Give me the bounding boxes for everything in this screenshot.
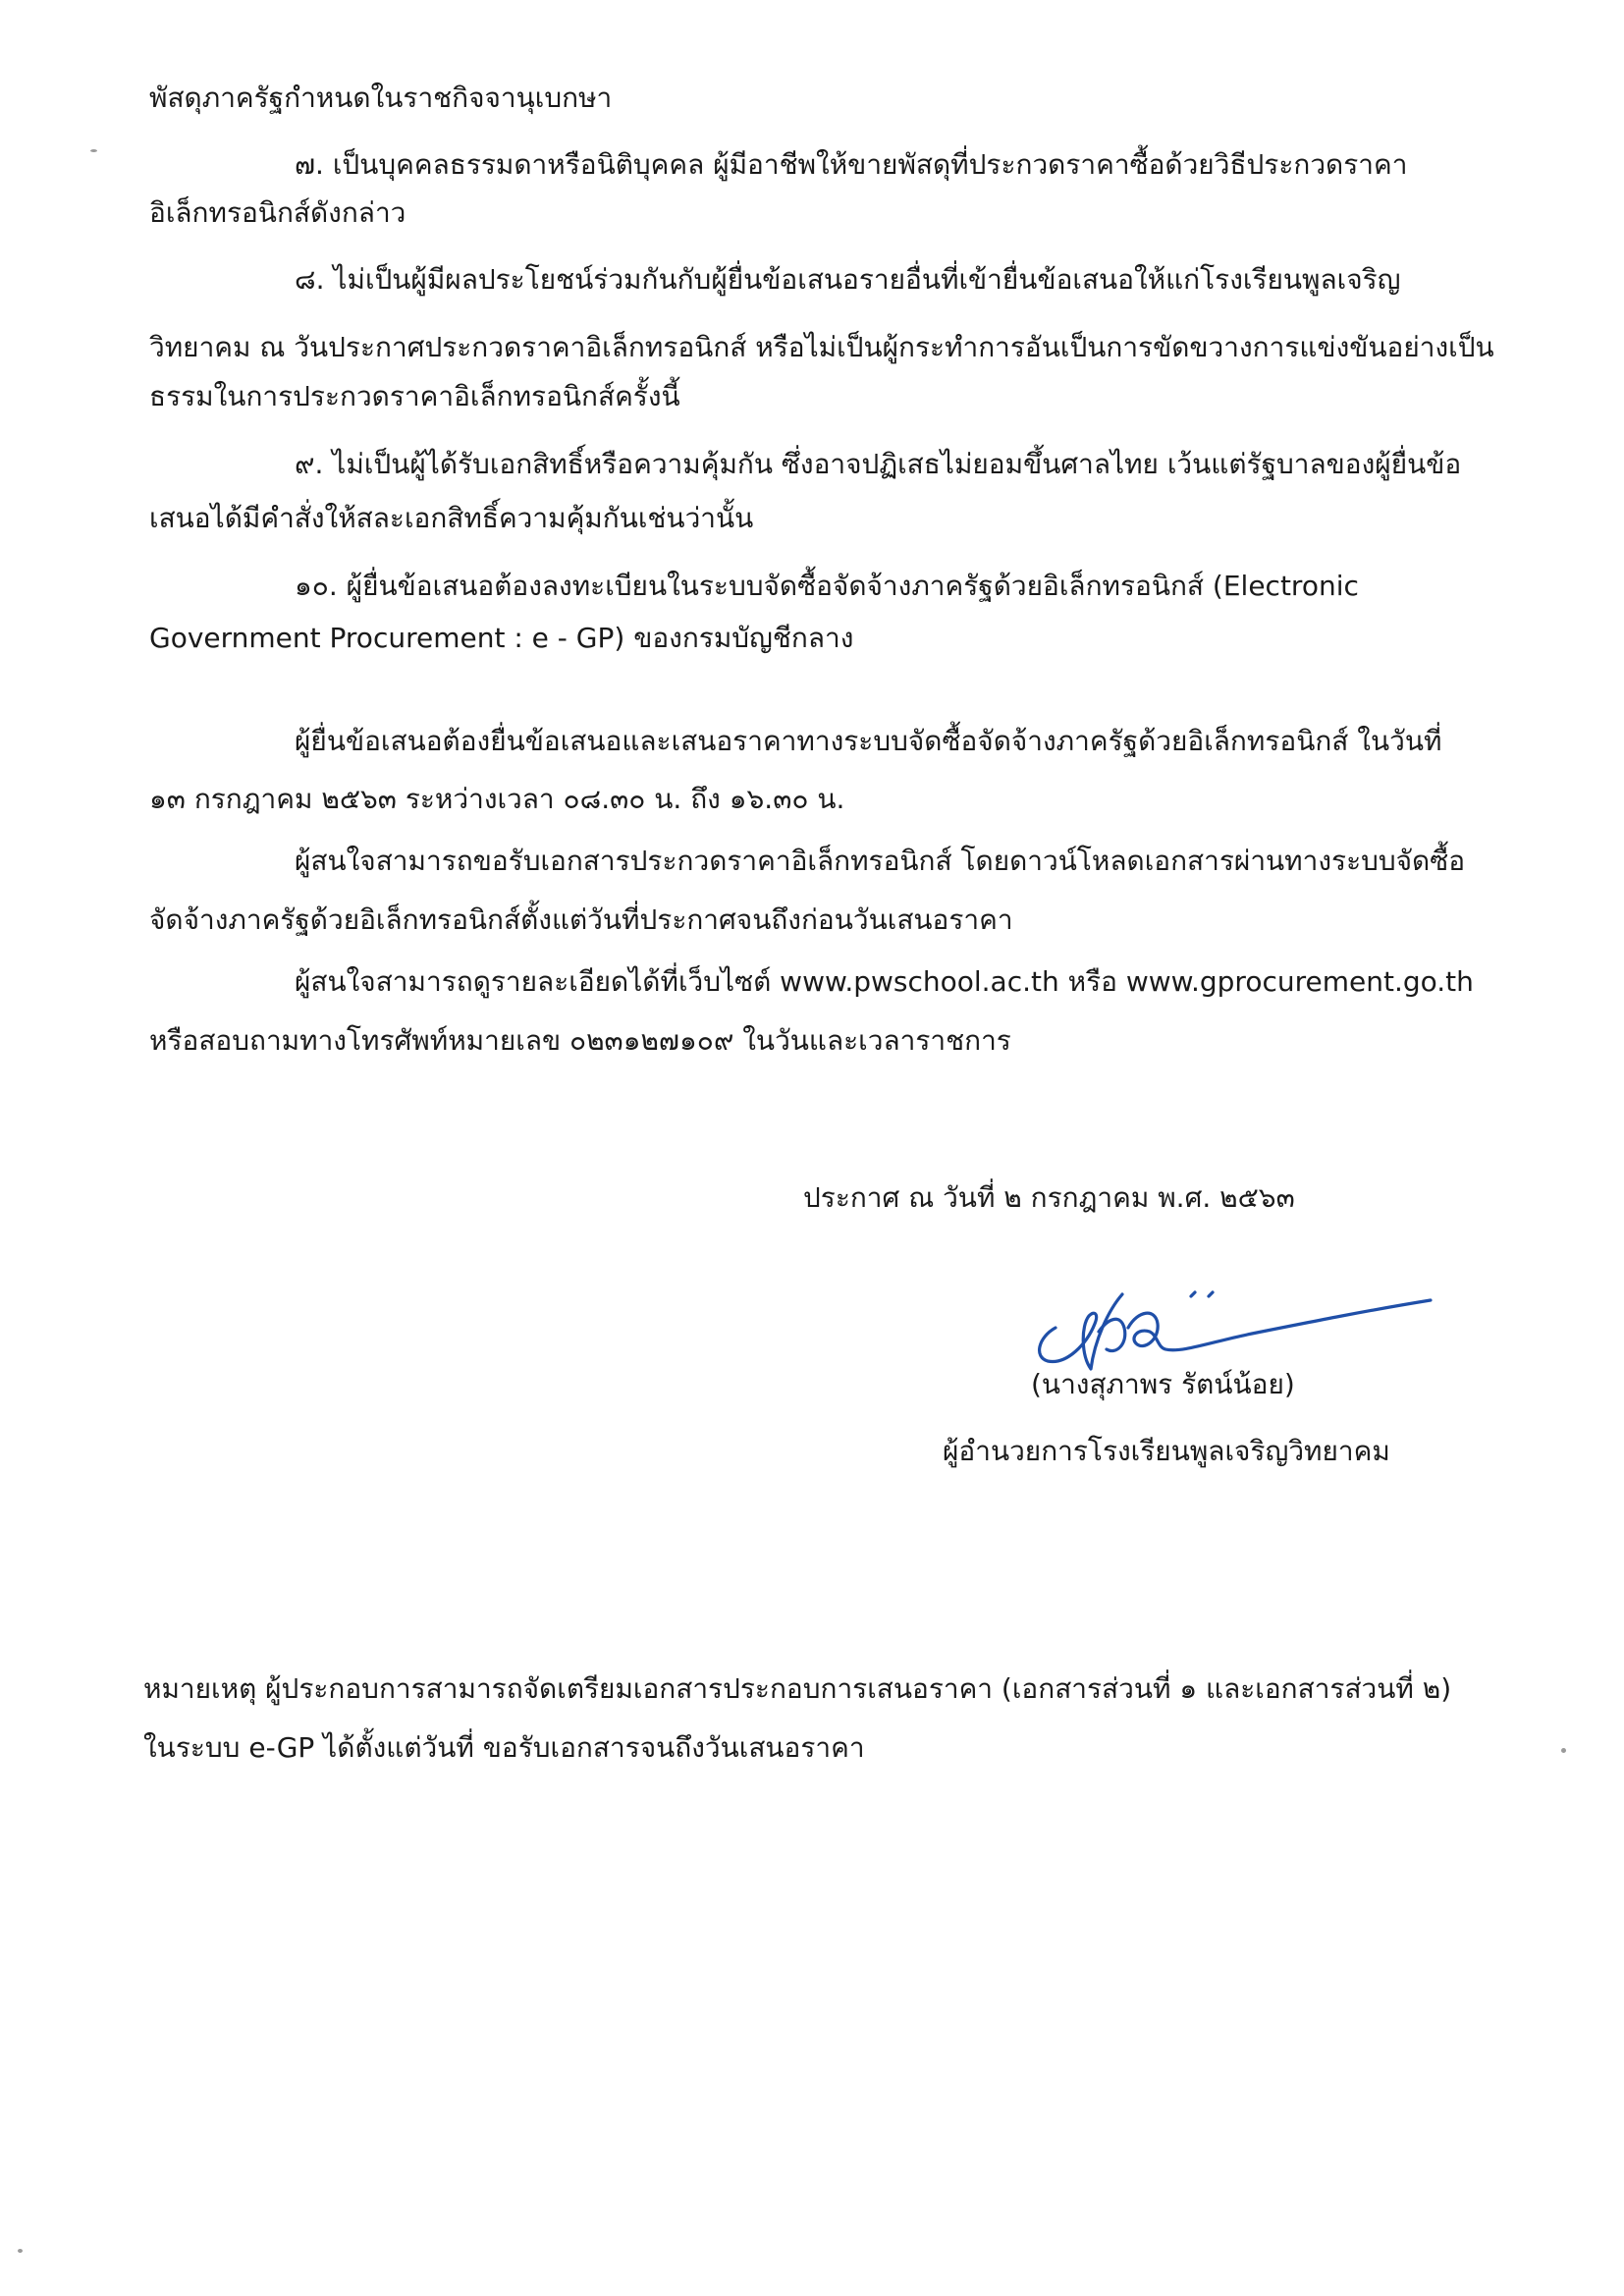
text-line-5: วิทยาคม ณ วันประกาศประกวดราคาอิเล็กทรอนิกส์ หรือไม่เป็นผู้กระทำการอันเป็นการขัดขวางการแข่งขันอย่างเป็น [149, 331, 1494, 363]
text-line-4: ๘. ไม่เป็นผู้มีผลประโยชน์ร่วมกันกับผู้ยื่นข้อเสนอรายอื่นที่เข้ายื่นข้อเสนอให้แก่โรงเรียนพูลเจริญ [295, 263, 1401, 296]
text-line-15: ผู้สนใจสามารถดูรายละเอียดได้ที่เว็บไซต์ www.pwschool.ac.th หรือ www.gprocurement.go.th [295, 965, 1474, 998]
scan-speck [18, 2249, 23, 2253]
text-line-10: Government Procurement : e - GP) ของกรมบัญชีกลาง [149, 622, 854, 654]
text-line-14: จัดจ้างภาครัฐด้วยอิเล็กทรอนิกส์ตั้งแต่วันที่ประกาศจนถึงก่อนวันเสนอราคา [149, 903, 1013, 936]
text-line-16: หรือสอบถามทางโทรศัพท์หมายเลข ๐๒๓๑๒๗๑๐๙ ในวันและเวลาราชการ [149, 1024, 1011, 1057]
text-line-9: ๑๐. ผู้ยื่นข้อเสนอต้องลงทะเบียนในระบบจัดซื้อจัดจ้างภาครัฐด้วยอิเล็กทรอนิกส์ (Electronic [295, 570, 1359, 602]
signature-image [1026, 1267, 1438, 1375]
text-line-1: พัสดุภาครัฐกำหนดในราชกิจจานุเบกษา [149, 82, 613, 114]
signer-title: ผู้อำนวยการโรงเรียนพูลเจริญวิทยาคม [943, 1435, 1390, 1467]
text-line-8: เสนอได้มีคำสั่งให้สละเอกสิทธิ์ความคุ้มกันเช่นว่านั้น [149, 502, 754, 534]
scan-speck [90, 149, 97, 152]
announcement-date: ประกาศ ณ วันที่ ๒ กรกฎาคม พ.ศ. ๒๕๖๓ [803, 1181, 1295, 1214]
signer-name: (นางสุภาพร รัตน์น้อย) [1031, 1368, 1295, 1400]
text-line-13: ผู้สนใจสามารถขอรับเอกสารประกวดราคาอิเล็กทรอนิกส์ โดยดาวน์โหลดเอกสารผ่านทางระบบจัดซื้อ [295, 845, 1466, 877]
text-line-11: ผู้ยื่นข้อเสนอต้องยื่นข้อเสนอและเสนอราคาทางระบบจัดซื้อจัดจ้างภาครัฐด้วยอิเล็กทรอนิกส์ ในวันที่ [295, 725, 1442, 757]
text-line-7: ๙. ไม่เป็นผู้ได้รับเอกสิทธิ์หรือความคุ้มกัน ซึ่งอาจปฏิเสธไม่ยอมขึ้นศาลไทย เว้นแต่รัฐบาลของผู้ยื่นข้อ [295, 448, 1462, 480]
note-line-2: ในระบบ e-GP ได้ตั้งแต่วันที่ ขอรับเอกสารจนถึงวันเสนอราคา [143, 1731, 865, 1764]
note-line-1: หมายเหตุ ผู้ประกอบการสามารถจัดเตรียมเอกสารประกอบการเสนอราคา (เอกสารส่วนที่ ๑ และเอกสารส่วนที่ ๒) [143, 1672, 1452, 1705]
text-line-3: อิเล็กทรอนิกส์ดังกล่าว [149, 196, 406, 229]
text-line-2: ๗. เป็นบุคคลธรรมดาหรือนิติบุคคล ผู้มีอาชีพให้ขายพัสดุที่ประกวดราคาซื้อด้วยวิธีประกวดราคา [295, 148, 1408, 181]
scan-speck [1561, 1748, 1566, 1753]
text-line-6: ธรรมในการประกวดราคาอิเล็กทรอนิกส์ครั้งนี้ [149, 380, 680, 412]
text-line-12: ๑๓ กรกฎาคม ๒๕๖๓ ระหว่างเวลา ๐๘.๓๐ น. ถึง ๑๖.๓๐ น. [149, 783, 845, 815]
